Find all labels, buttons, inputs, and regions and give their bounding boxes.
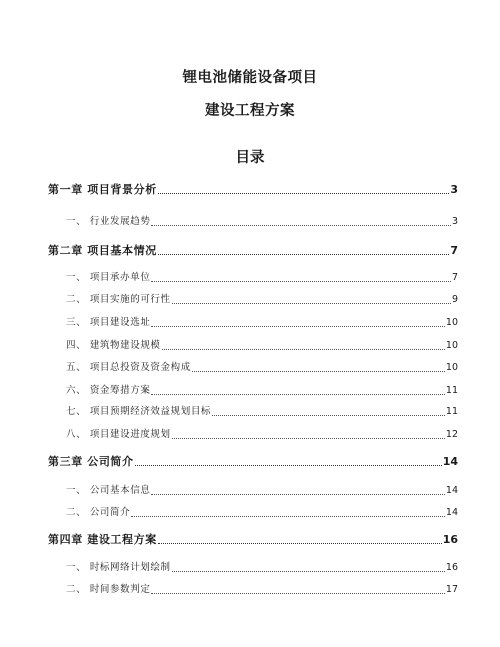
toc-dot-leader [192, 371, 445, 372]
toc-entry-page: 3 [451, 216, 458, 227]
toc-dot-leader [151, 281, 451, 282]
toc-dot-leader [151, 225, 451, 226]
toc-section-entry[interactable] [48, 583, 458, 597]
toc-section-entry[interactable] [48, 405, 458, 419]
toc-section-entry[interactable] [48, 428, 458, 442]
toc-entry-page: 16 [445, 562, 458, 573]
toc-dot-leader [158, 254, 450, 255]
toc-entry-page: 10 [445, 362, 458, 373]
toc-heading: 目录 [235, 150, 265, 166]
toc-entry-label: 一、 项目承办单位 [66, 272, 151, 283]
toc-dot-leader [172, 303, 451, 304]
toc-chapter-entry[interactable] [48, 244, 458, 258]
toc-entry-label: 三、 项目建设选址 [66, 317, 151, 328]
toc-dot-leader [172, 438, 445, 439]
toc-entry-label: 七、 项目预期经济效益规划目标 [66, 406, 212, 417]
toc-entry-page: 12 [445, 429, 458, 440]
toc-entry-page: 17 [445, 584, 458, 595]
toc-entry-page: 14 [445, 507, 458, 518]
toc-entry-label: 四、 建筑物建设规模 [66, 340, 161, 351]
toc-dot-leader [151, 326, 444, 327]
toc-entry-page: 10 [445, 317, 458, 328]
toc-entry-page: 9 [451, 294, 458, 305]
toc-entry-page: 11 [445, 406, 458, 417]
toc-chapter-entry[interactable] [48, 455, 458, 469]
document-subtitle: 建设工程方案 [205, 103, 295, 119]
toc-entry-label: 第一章 项目背景分析 [48, 183, 157, 196]
toc-section-entry[interactable] [48, 561, 458, 575]
toc-dot-leader [135, 465, 442, 466]
toc-chapter-entry[interactable] [48, 183, 458, 197]
toc-entry-page: 14 [442, 455, 458, 468]
toc-entry-label: 一、 时标网络计划绘制 [66, 562, 171, 573]
toc-entry-page: 7 [451, 272, 458, 283]
toc-entry-page: 3 [450, 183, 458, 196]
toc-section-entry[interactable] [48, 215, 458, 229]
toc-entry-page: 14 [445, 485, 458, 496]
toc-dot-leader [131, 516, 445, 517]
toc-entry-page: 16 [442, 533, 458, 546]
toc-dot-leader [151, 593, 444, 594]
toc-entry-label: 第三章 公司简介 [48, 455, 134, 468]
toc-entry-label: 八、 项目建设进度规划 [66, 429, 171, 440]
toc-entry-label: 第四章 建设工程方案 [48, 533, 157, 546]
toc-dot-leader [158, 193, 450, 194]
toc-dot-leader [158, 543, 442, 544]
toc-entry-label: 五、 项目总投资及资金构成 [66, 362, 191, 373]
toc-entry-label: 二、 时间参数判定 [66, 584, 151, 595]
toc-section-entry[interactable] [48, 506, 458, 520]
toc-dot-leader [162, 349, 445, 350]
toc-dot-leader [212, 415, 445, 416]
toc-dot-leader [151, 494, 444, 495]
toc-entry-label: 六、 资金筹措方案 [66, 385, 151, 396]
toc-dot-leader [172, 571, 445, 572]
toc-section-entry[interactable] [48, 361, 458, 375]
toc-entry-page: 11 [445, 385, 458, 396]
toc-chapter-entry[interactable] [48, 533, 458, 547]
toc-entry-page: 7 [450, 244, 458, 257]
toc-entry-label: 一、 行业发展趋势 [66, 216, 151, 227]
toc-dot-leader [151, 394, 444, 395]
toc-section-entry[interactable] [48, 339, 458, 353]
document-title: 锂电池储能设备项目 [182, 70, 318, 86]
toc-section-entry[interactable] [48, 271, 458, 285]
toc-section-entry[interactable] [48, 293, 458, 307]
toc-entry-label: 第二章 项目基本情况 [48, 244, 157, 257]
toc-entry-label: 一、 公司基本信息 [66, 485, 151, 496]
toc-section-entry[interactable] [48, 384, 458, 398]
toc-section-entry[interactable] [48, 484, 458, 498]
toc-section-entry[interactable] [48, 316, 458, 330]
toc-entry-label: 二、 项目实施的可行性 [66, 294, 171, 305]
toc-entry-label: 二、 公司简介 [66, 507, 131, 518]
toc-entry-page: 10 [445, 340, 458, 351]
